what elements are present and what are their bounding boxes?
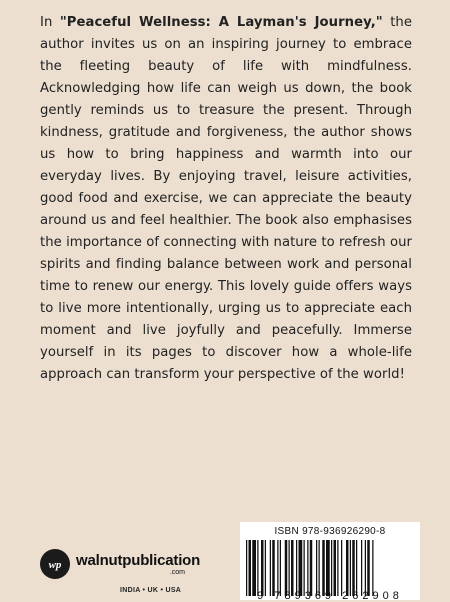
barcode-panel [240,522,420,600]
logo-mark-text: wp [48,559,62,571]
book-blurb [40,12,412,386]
barcode-digits: 9 789369 262908 [257,590,403,602]
blurb-intro: In [40,15,60,30]
publisher-domain: .com [169,569,185,576]
publisher-logo [40,549,200,595]
blurb-book-title: "Peaceful Wellness: A Layman's Journey," [59,15,383,30]
publisher-countries: INDIA • UK • USA [120,587,182,594]
blurb-body: the author invites us on an inspiring journey to embrace the fleeting beauty of life with mindfulness. Acknowledging how life can weigh us down, the book gently reminds us to treasure the present. Through kindness, gratitude and forgiveness, the author shows us how to bring happiness and warmth into our everyday lives. By enjoying travel, leisure activities, good food and exercise, we can appreciate the beauty around us and feel healthier. The book also emphasises the importance of connecting with nature to refresh our spirits and finding balance between work and personal time to renew our energy. This lovely guide offers ways to live more intentionally, urging us to appreciate each moment and live joyfully and peacefully. Immerse yourself in its pages to discover how a whole-life approach can transform your perspective of the world! [40,15,412,382]
barcode-icon [246,540,414,596]
publisher-name: walnutpublication [76,552,201,569]
walnut-publication-logo-icon [40,549,70,579]
isbn-label: ISBN 978-936926290-8 [274,526,386,537]
